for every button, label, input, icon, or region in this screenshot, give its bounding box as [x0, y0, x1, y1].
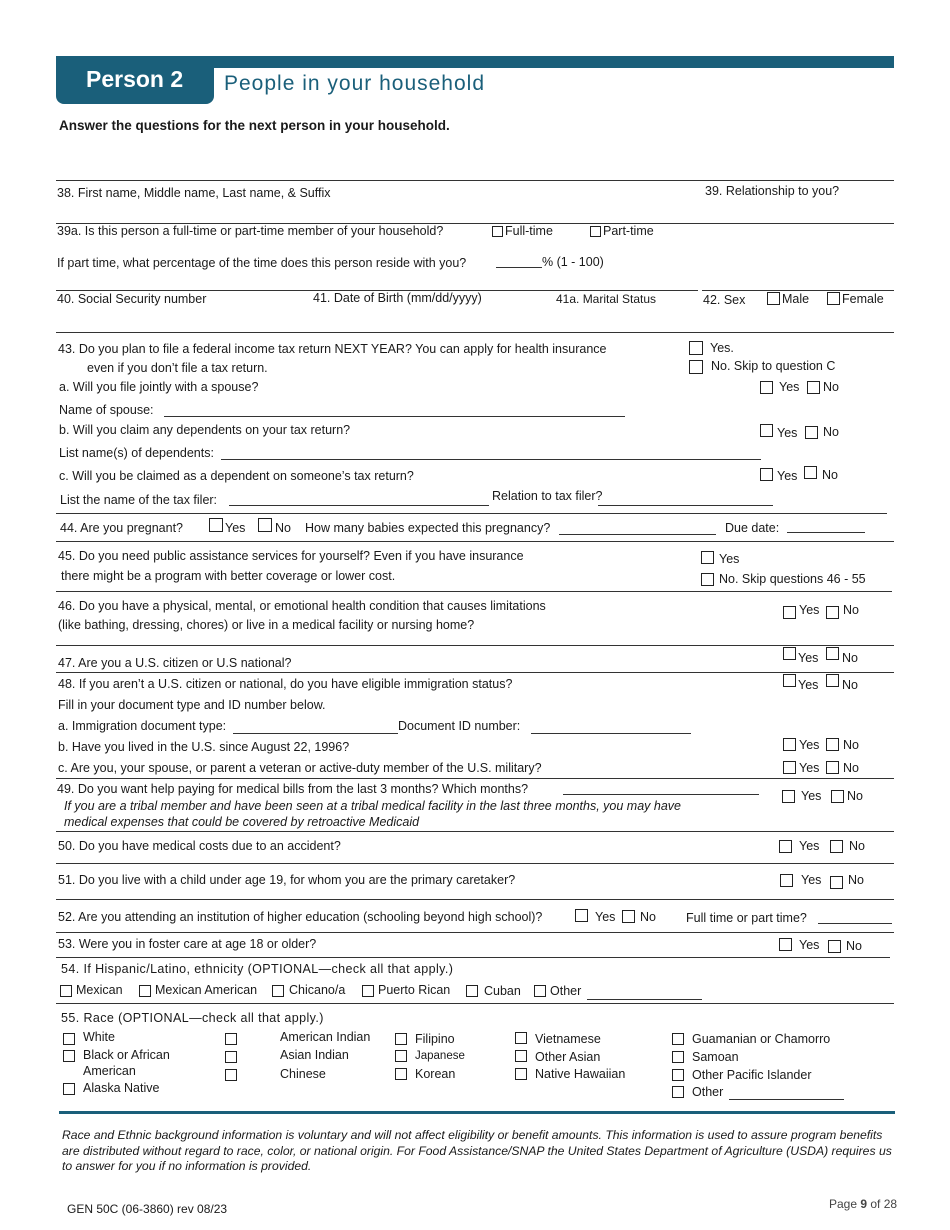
q48-no-checkbox[interactable]	[826, 674, 839, 687]
q41a-label: 41a. Marital Status	[556, 292, 657, 306]
intro-text: Answer the questions for the next person in your household.	[59, 118, 450, 133]
form-id: GEN 50C (06-3860) rev 08/23	[67, 1202, 228, 1216]
q52-label: 52. Are you attending an institution of higher education (schooling beyond high school)?	[58, 910, 543, 924]
cuban-label: Cuban	[484, 984, 521, 998]
divider	[56, 831, 894, 832]
page-number	[829, 1197, 897, 1211]
mexican-checkbox[interactable]	[60, 985, 72, 997]
yes-label: Yes	[779, 380, 800, 394]
divider	[56, 672, 894, 673]
no-label: No	[822, 468, 838, 482]
amind-label: American Indian	[280, 1030, 371, 1044]
mexican-american-checkbox[interactable]	[139, 985, 151, 997]
korean-label: Korean	[415, 1067, 456, 1081]
no-label: No	[846, 939, 862, 953]
q42-label: 42. Sex	[703, 293, 746, 307]
other-ethnicity-label: Other	[550, 984, 582, 998]
dependents-field[interactable]	[221, 459, 761, 460]
q52-no-checkbox[interactable]	[622, 910, 635, 923]
q43a-label: a. Will you file jointly with a spouse?	[59, 380, 259, 394]
filipino-label: Filipino	[415, 1032, 455, 1046]
no-label: No	[843, 603, 859, 617]
guam-label: Guamanian or Chamorro	[692, 1032, 831, 1046]
white-label: White	[83, 1030, 115, 1044]
opi-label: Other Pacific Islander	[692, 1068, 812, 1082]
divider	[56, 645, 894, 646]
japanese-label: Japanese	[415, 1050, 465, 1062]
doctype-field[interactable]	[233, 733, 398, 734]
q46-line1: 46. Do you have a physical, mental, or emotional health condition that causes limitations	[58, 599, 546, 613]
native-hawaiian-checkbox[interactable]	[515, 1068, 527, 1080]
q43-line2: even if you don’t file a tax return.	[87, 361, 268, 375]
divider	[56, 1003, 894, 1004]
samoan-label: Samoan	[692, 1050, 739, 1064]
divider	[56, 778, 894, 779]
dependents-label: List name(s) of dependents:	[59, 446, 214, 460]
other-race-field[interactable]	[729, 1099, 844, 1100]
vietnamese-label: Vietnamese	[535, 1032, 601, 1046]
q41-label: 41. Date of Birth (mm/dd/yyyy)	[313, 291, 482, 305]
divider	[702, 290, 894, 291]
q46-no-checkbox[interactable]	[826, 606, 839, 619]
pct-suffix: % (1 - 100)	[542, 255, 604, 269]
docid-field[interactable]	[531, 733, 691, 734]
yes-label: Yes	[799, 738, 820, 752]
yes-label: Yes	[801, 873, 822, 887]
no-label: No	[640, 910, 656, 924]
female-checkbox[interactable]	[827, 292, 840, 305]
q48-line1: 48. If you aren’t a U.S. citizen or national, do you have eligible immigration status?	[58, 677, 513, 691]
relation-field[interactable]	[598, 505, 773, 506]
q43c-yes-checkbox[interactable]	[760, 468, 773, 481]
q55-label: 55. Race (OPTIONAL—check all that apply.)	[61, 1011, 324, 1025]
spouse-field[interactable]	[164, 416, 625, 417]
q49-yes-checkbox[interactable]	[782, 790, 795, 803]
q43b-yes-checkbox[interactable]	[760, 424, 773, 437]
q49-note2: medical expenses that could be covered by retroactive Medicaid	[64, 815, 420, 829]
q53-no-checkbox[interactable]	[828, 940, 841, 953]
chinese-label: Chinese	[280, 1067, 326, 1081]
q48-yes-checkbox[interactable]	[783, 674, 796, 687]
q38-label: 38. First name, Middle name, Last name, & Suffix	[57, 186, 331, 200]
q43-yes-checkbox[interactable]	[689, 341, 703, 355]
fulltime-label: Full-time	[505, 224, 553, 238]
asianind-label: Asian Indian	[280, 1048, 349, 1062]
q43-line1: 43. Do you plan to file a federal income tax return NEXT YEAR? You can apply for health insurance	[58, 342, 607, 356]
q48a-label: a. Immigration document type:	[58, 719, 227, 733]
chicano-checkbox[interactable]	[272, 985, 284, 997]
q48b-label: b. Have you lived in the U.S. since August 22, 1996?	[58, 740, 350, 754]
white-checkbox[interactable]	[63, 1033, 75, 1045]
no-label: No	[848, 873, 864, 887]
samoan-checkbox[interactable]	[672, 1051, 684, 1063]
q45-yes-label: Yes	[719, 552, 740, 566]
yes-label: Yes	[799, 938, 820, 952]
ftpt-field[interactable]	[818, 923, 892, 924]
yes-label: Yes	[799, 761, 820, 775]
divider	[56, 899, 894, 900]
no-label: No	[847, 789, 863, 803]
relation-label: Relation to tax filer?	[492, 489, 603, 503]
q51-yes-checkbox[interactable]	[780, 874, 793, 887]
babies-label: How many babies expected this pregnancy?	[305, 521, 551, 535]
male-checkbox[interactable]	[767, 292, 780, 305]
yes-label: Yes	[798, 651, 819, 665]
other-race-checkbox[interactable]	[672, 1086, 684, 1098]
babies-field[interactable]	[559, 534, 716, 535]
q43-yes-label: Yes.	[710, 341, 734, 355]
fulltime-checkbox[interactable]	[492, 226, 503, 237]
q45-yes-checkbox[interactable]	[701, 551, 714, 564]
q44-yes-checkbox[interactable]	[209, 518, 223, 532]
q43a-yes-checkbox[interactable]	[760, 381, 773, 394]
q43b-no-checkbox[interactable]	[805, 426, 818, 439]
months-field[interactable]	[563, 794, 759, 795]
no-label: No	[843, 738, 859, 752]
black-checkbox[interactable]	[63, 1050, 75, 1062]
q43c-label: c. Will you be claimed as a dependent on someone’s tax return?	[59, 469, 414, 483]
no-label: No	[849, 839, 865, 853]
q48c-yes-checkbox[interactable]	[783, 761, 796, 774]
chinese-checkbox[interactable]	[225, 1069, 237, 1081]
person-tab-label: Person 2	[86, 66, 184, 92]
yes-label: Yes	[798, 678, 819, 692]
divider	[56, 863, 894, 864]
q53-yes-checkbox[interactable]	[779, 938, 792, 951]
mexican-label: Mexican	[76, 983, 123, 997]
q49-no-checkbox[interactable]	[831, 790, 844, 803]
japanese-checkbox[interactable]	[395, 1050, 407, 1062]
yes-label: Yes	[777, 469, 798, 483]
no-label: No	[823, 380, 839, 394]
divider	[56, 513, 887, 514]
yes-label: Yes	[225, 521, 246, 535]
alaska-label: Alaska Native	[83, 1081, 160, 1095]
q53-label: 53. Were you in foster care at age 18 or older?	[58, 937, 317, 951]
no-label: No	[823, 425, 839, 439]
parttime-label: Part-time	[603, 224, 654, 238]
yes-label: Yes	[799, 839, 820, 853]
korean-checkbox[interactable]	[395, 1068, 407, 1080]
q39a-pct-label: If part time, what percentage of the time does this person reside with you?	[57, 256, 467, 270]
ftpt-label: Full time or part time?	[686, 911, 807, 925]
section-title: People in your household	[224, 72, 486, 95]
q39a-label: 39a. Is this person a full-time or part-time member of your household?	[57, 224, 444, 238]
q50-no-checkbox[interactable]	[830, 840, 843, 853]
spouse-label: Name of spouse:	[59, 403, 154, 417]
amind-checkbox[interactable]	[225, 1033, 237, 1045]
q48b-yes-checkbox[interactable]	[783, 738, 796, 751]
no-label: No	[842, 678, 858, 692]
q43-no-checkbox[interactable]	[689, 360, 703, 374]
q52-yes-checkbox[interactable]	[575, 909, 588, 922]
due-field[interactable]	[787, 532, 865, 533]
divider	[56, 332, 894, 333]
page-suffix: of 28	[867, 1197, 898, 1211]
q54-label: 54. If Hispanic/Latino, ethnicity (OPTIONAL—check all that apply.)	[61, 962, 454, 976]
q43c-no-checkbox[interactable]	[804, 466, 817, 479]
q45-no-label: No. Skip questions 46 - 55	[719, 572, 866, 586]
cuban-checkbox[interactable]	[466, 985, 478, 997]
yes-label: Yes	[777, 426, 798, 440]
filer-label: List the name of the tax filer:	[60, 493, 218, 507]
yes-label: Yes	[801, 789, 822, 803]
asianind-checkbox[interactable]	[225, 1051, 237, 1063]
q43b-label: b. Will you claim any dependents on your tax return?	[59, 423, 351, 437]
q43-no-label: No. Skip to question C	[711, 359, 836, 373]
q44-no-checkbox[interactable]	[258, 518, 272, 532]
mexican-american-label: Mexican American	[155, 983, 258, 997]
puerto-rican-checkbox[interactable]	[362, 985, 374, 997]
page-prefix: Page	[829, 1197, 861, 1211]
page-current: 9	[860, 1197, 868, 1211]
opi-checkbox[interactable]	[672, 1069, 684, 1081]
q47-yes-checkbox[interactable]	[783, 647, 796, 660]
q44-label: 44. Are you pregnant?	[60, 521, 184, 535]
footer-divider	[59, 1111, 895, 1114]
black-label-1: Black or African	[83, 1048, 170, 1062]
parttime-checkbox[interactable]	[590, 226, 601, 237]
yes-label: Yes	[799, 603, 820, 617]
filipino-checkbox[interactable]	[395, 1033, 407, 1045]
q49-note1: If you are a tribal member and have been seen at a tribal medical facility in the last three months, you may have	[64, 799, 681, 813]
q50-label: 50. Do you have medical costs due to an accident?	[58, 839, 341, 853]
vietnamese-checkbox[interactable]	[515, 1032, 527, 1044]
q47-label: 47. Are you a U.S. citizen or U.S national?	[58, 656, 292, 670]
footer-note: Race and Ethnic background information is voluntary and will not affect eligibility or benefit amounts. This information is used to assure program benefits are distributed without regard to race, color, or national origin. For Food Assistance/SNAP the United States Department of Agriculture (USDA) requires us to answer for you if no information is provided.	[62, 1128, 892, 1173]
other-race-label: Other	[692, 1085, 724, 1099]
no-label: No	[842, 651, 858, 665]
divider	[56, 180, 894, 181]
pct-field[interactable]	[496, 267, 542, 268]
divider	[56, 591, 892, 592]
black-label-2: American	[83, 1064, 136, 1078]
q48c-label: c. Are you, your spouse, or parent a veteran or active-duty member of the U.S. military?	[58, 761, 542, 775]
q45-line1: 45. Do you need public assistance services for yourself? Even if you have insurance	[58, 549, 524, 563]
q45-line2: there might be a program with better coverage or lower cost.	[61, 569, 396, 583]
q40-label: 40. Social Security number	[57, 292, 207, 306]
q46-yes-checkbox[interactable]	[783, 606, 796, 619]
other-asian-checkbox[interactable]	[515, 1050, 527, 1062]
due-label: Due date:	[725, 521, 780, 535]
q48c-no-checkbox[interactable]	[826, 761, 839, 774]
q50-yes-checkbox[interactable]	[779, 840, 792, 853]
q46-line2: (like bathing, dressing, chores) or live in a medical facility or nursing home?	[58, 618, 475, 632]
q48b-no-checkbox[interactable]	[826, 738, 839, 751]
alaska-checkbox[interactable]	[63, 1083, 75, 1095]
q48-line2: Fill in your document type and ID number below.	[58, 698, 326, 712]
docid-label: Document ID number:	[398, 719, 521, 733]
guam-checkbox[interactable]	[672, 1033, 684, 1045]
other-ethnicity-field[interactable]	[587, 999, 702, 1000]
female-label: Female	[842, 292, 884, 306]
divider	[56, 541, 894, 542]
puerto-rican-label: Puerto Rican	[378, 983, 451, 997]
divider	[56, 957, 890, 958]
yes-label: Yes	[595, 910, 616, 924]
no-label: No	[843, 761, 859, 775]
q51-label: 51. Do you live with a child under age 19, for whom you are the primary caretaker?	[58, 873, 516, 887]
filer-field[interactable]	[229, 505, 489, 506]
q51-no-checkbox[interactable]	[830, 876, 843, 889]
divider	[56, 932, 894, 933]
no-label: No	[275, 521, 291, 535]
male-label: Male	[782, 292, 810, 306]
q39-label: 39. Relationship to you?	[705, 184, 840, 198]
native-hawaiian-label: Native Hawaiian	[535, 1067, 626, 1081]
other-ethnicity-checkbox[interactable]	[534, 985, 546, 997]
other-asian-label: Other Asian	[535, 1050, 601, 1064]
q49-line1: 49. Do you want help paying for medical bills from the last 3 months? Which months?	[57, 782, 529, 796]
q45-no-checkbox[interactable]	[701, 573, 714, 586]
q43a-no-checkbox[interactable]	[807, 381, 820, 394]
q47-no-checkbox[interactable]	[826, 647, 839, 660]
chicano-label: Chicano/a	[289, 983, 346, 997]
